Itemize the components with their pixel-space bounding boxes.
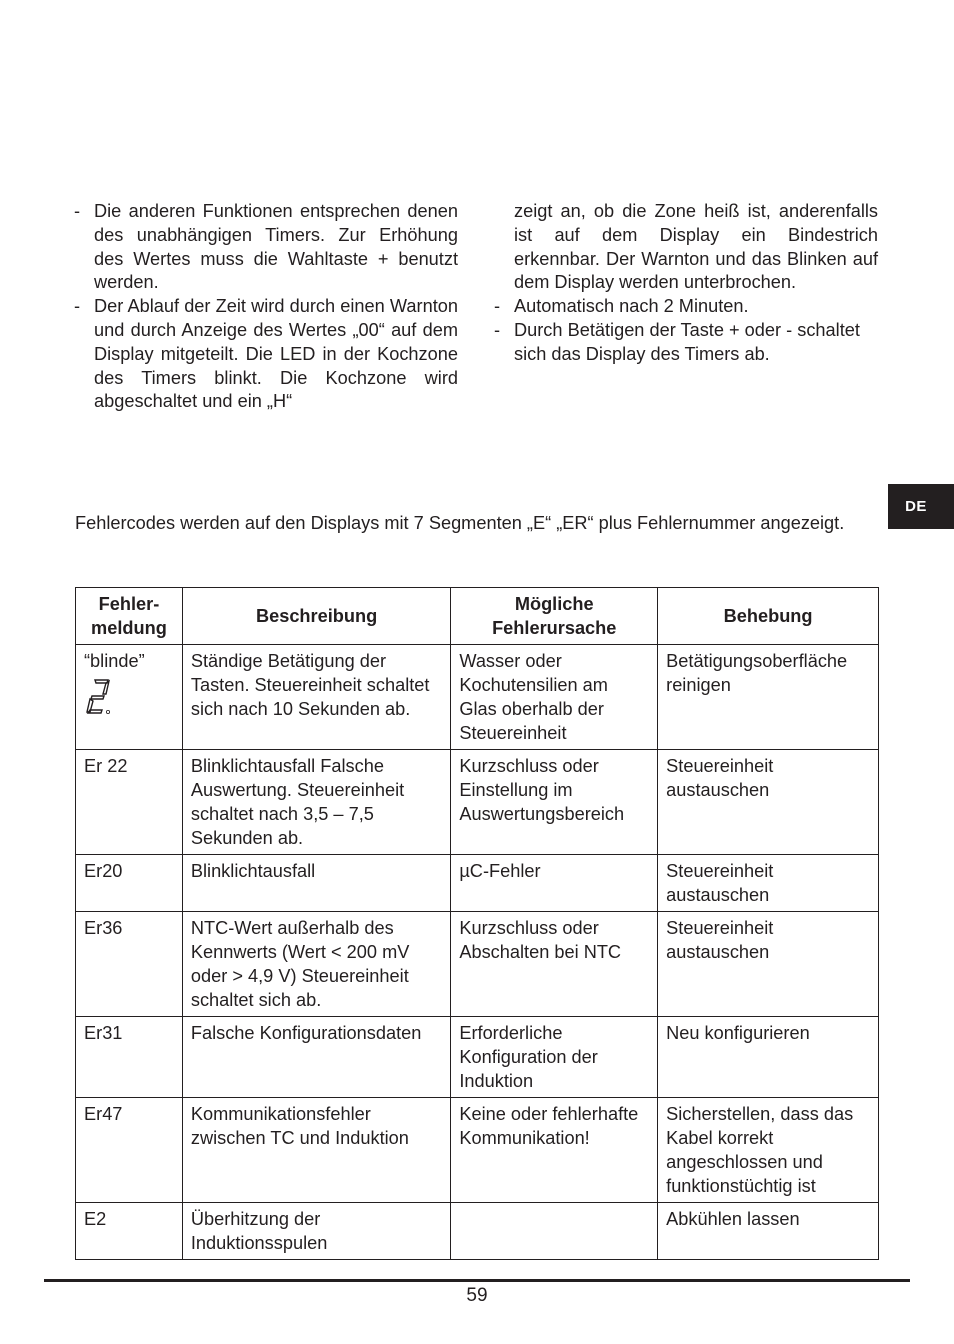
language-tab: [888, 484, 954, 529]
cell-description: Falsche Konfigurationsdaten: [182, 1017, 450, 1098]
cell-description: Blinklichtausfall: [182, 855, 450, 912]
table-row: [76, 1203, 879, 1260]
cell-remedy: Steuereinheit austauschen: [658, 750, 879, 855]
bullet-text: Die anderen Funktionen entsprechen denen des unabhängigen Timers. Zur Erhöhung des Wertes muss die Wahltaste + benutzt werden.: [94, 201, 458, 293]
header-code-line1: Fehler-: [98, 594, 160, 614]
table-row: [76, 750, 879, 855]
cell-code: Er31: [76, 1017, 183, 1098]
intro-paragraph: Fehlercodes werden auf den Displays mit 7 Segmenten „E“ „ER“ plus Fehlernummer angezeigt.: [75, 513, 845, 533]
header-remedy: Behebung: [658, 588, 879, 645]
cell-description: Überhitzung der Induktionsspulen: [182, 1203, 450, 1260]
left-bullet-item: [74, 200, 458, 295]
table-row: [76, 1017, 879, 1098]
bullet-dash: -: [494, 296, 501, 317]
header-cause: [451, 588, 658, 645]
cell-remedy: Steuereinheit austauschen: [658, 912, 879, 1017]
cell-description: Ständige Betätigung der Tasten. Steuereinheit schaltet sich nach 10 Sekunden ab.: [182, 645, 450, 750]
seven-segment-icon: [84, 676, 114, 716]
cell-code: [76, 645, 183, 750]
header-cause-line1: Mögliche: [514, 594, 594, 614]
left-bullet-item: [74, 295, 458, 414]
table-row: [76, 645, 879, 750]
language-tab-label: DE: [905, 498, 927, 515]
cell-cause: [451, 1203, 658, 1260]
page-number: 59: [466, 1285, 488, 1306]
footer-divider: [44, 1279, 910, 1282]
cell-remedy: Abkühlen lassen: [658, 1203, 879, 1260]
continuation-paragraph: zeigt an, ob die Zone heiß ist, anderenfalls ist auf dem Display ein Bindestrich erkennbar. Der Warnton und das Blinken auf dem Display werden unterbrochen.: [514, 201, 878, 293]
cell-remedy: Sicherstellen, dass das Kabel korrekt angeschlossen und funktionstüchtig ist: [658, 1098, 879, 1203]
header-code-line2: meldung: [91, 618, 167, 638]
table-row: [76, 1098, 879, 1203]
right-bullet-item: [494, 319, 878, 367]
cell-cause: Keine oder fehlerhafte Kommunikation!: [451, 1098, 658, 1203]
table-row: [76, 912, 879, 1017]
error-code-table: [75, 587, 879, 1260]
bullet-text: Durch Betätigen der Taste + oder - schaltet sich das Display des Timers ab.: [514, 319, 860, 364]
cell-cause: Erforderliche Konfiguration der Induktion: [451, 1017, 658, 1098]
bullet-dash: -: [74, 296, 81, 317]
cell-cause: Kurzschluss oder Einstellung im Auswertungsbereich: [451, 750, 658, 855]
right-bullet-item: [494, 295, 878, 319]
left-text-column: [74, 200, 458, 414]
cell-description: Blinklichtausfall Falsche Auswertung. Steuereinheit schaltet nach 3,5 – 7,5 Sekunden ab.: [182, 750, 450, 855]
cell-code: Er 22: [76, 750, 183, 855]
cell-remedy: Steuereinheit austauschen: [658, 855, 879, 912]
cell-code: Er36: [76, 912, 183, 1017]
header-cause-line2: Fehlerursache: [492, 618, 617, 638]
bullet-text: Der Ablauf der Zeit wird durch einen Warnton und durch Anzeige des Wertes „00“ auf dem Display mitgeteilt. Die LED in der Kochzone des Timers blinkt. Die Kochzone wird abgeschaltet und ein „H“: [94, 296, 458, 412]
cell-cause: Kurzschluss oder Abschalten bei NTC: [451, 912, 658, 1017]
cell-cause: Wasser oder Kochutensilien am Glas oberhalb der Steuereinheit: [451, 645, 658, 750]
bullet-text: Automatisch nach 2 Minuten.: [514, 296, 749, 317]
code-text: “blinde”: [84, 651, 145, 671]
cell-description: Kommunikationsfehler zwischen TC und Induktion: [182, 1098, 450, 1203]
cell-description: NTC-Wert außerhalb des Kennwerts (Wert < 200 mV oder > 4,9 V) Steuereinheit schaltet sich ab.: [182, 912, 450, 1017]
cell-code: Er20: [76, 855, 183, 912]
cell-remedy: Neu konfigurieren: [658, 1017, 879, 1098]
bullet-dash: -: [494, 319, 501, 340]
header-code: [76, 588, 183, 645]
cell-code: Er47: [76, 1098, 183, 1203]
cell-code: E2: [76, 1203, 183, 1260]
header-description: Beschreibung: [182, 588, 450, 645]
table-row: [76, 855, 879, 912]
cell-remedy: Betätigungsoberfläche reinigen: [658, 645, 879, 750]
table-header-row: [76, 588, 879, 645]
bullet-dash: -: [74, 201, 81, 221]
right-text-column: [494, 200, 878, 367]
cell-cause: µC-Fehler: [451, 855, 658, 912]
